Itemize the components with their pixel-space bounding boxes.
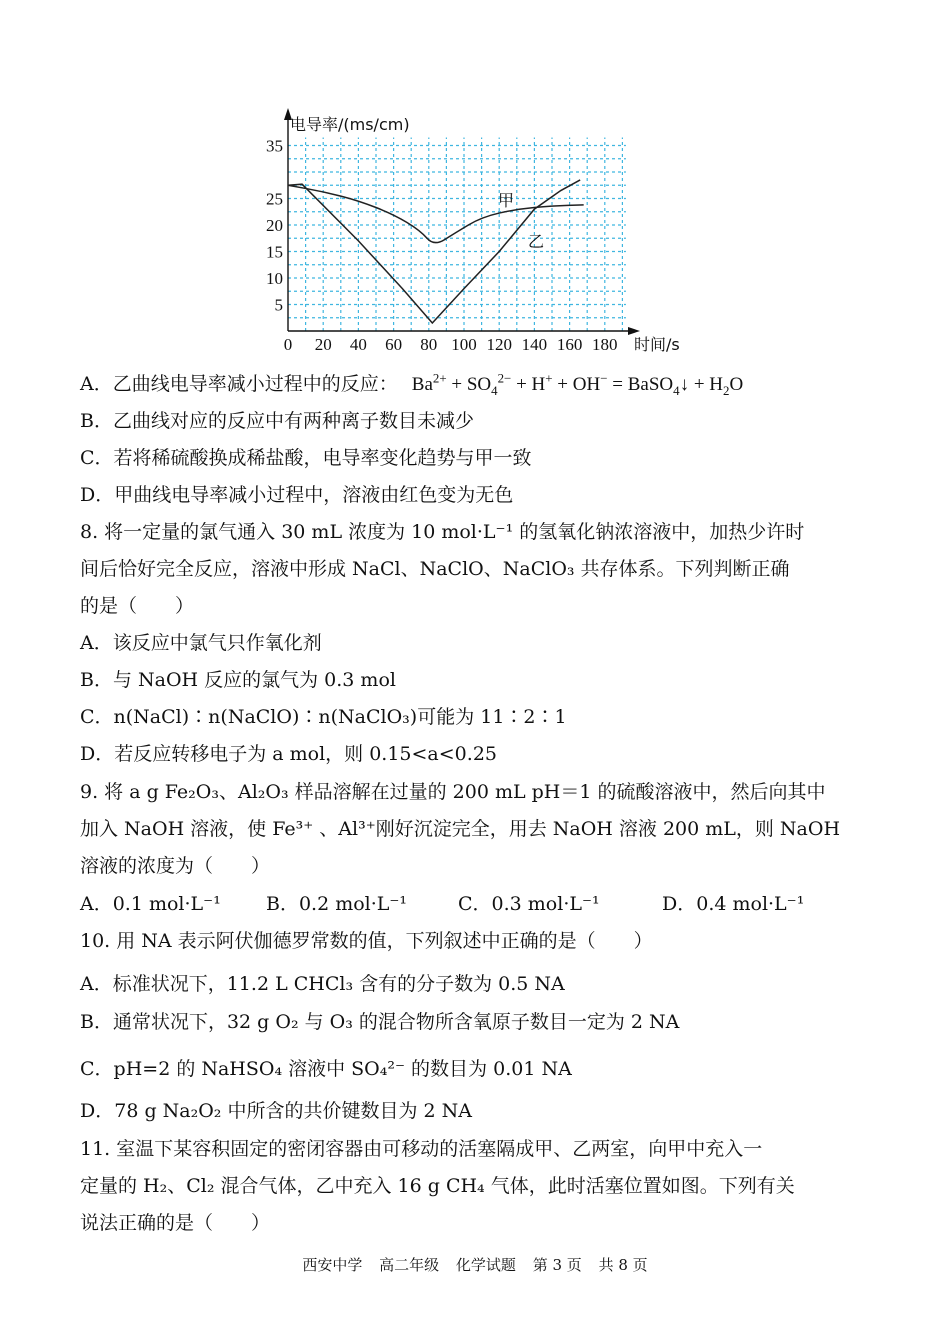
x-tick-label: 20 bbox=[314, 335, 332, 354]
q11-stem-line2: 定量的 H₂、Cl₂ 混合气体，乙中充入 16 g CH₄ 气体，此时活塞位置如图。下列有关 bbox=[80, 1175, 795, 1197]
q8-stem-line3: 的是（ ） bbox=[80, 595, 195, 617]
x-tick-label: 160 bbox=[556, 335, 583, 354]
q8-option-b: B．与 NaOH 反应的氯气为 0.3 mol bbox=[80, 669, 396, 691]
series-label-jia: 甲 bbox=[498, 191, 515, 210]
y-tick-label: 15 bbox=[266, 242, 283, 262]
q8-option-a: A．该反应中氯气只作氧化剂 bbox=[80, 632, 322, 654]
q8-stem-line1: 8. 将一定量的氯气通入 30 mL 浓度为 10 mol·L⁻¹ 的氢氧化钠浓溶液中，加热少许时 bbox=[80, 521, 805, 543]
x-tick-label: 180 bbox=[592, 335, 618, 354]
footer-page: 第 3 页 bbox=[532, 1256, 582, 1274]
x-tick-label: 100 bbox=[451, 335, 477, 354]
q10-stem: 10. 用 NA 表示阿伏伽德罗常数的值，下列叙述中正确的是（ ） bbox=[80, 930, 653, 952]
footer-grade: 高二年级 bbox=[379, 1256, 440, 1274]
y-tick-label: 5 bbox=[274, 295, 283, 315]
x-tick-label: 40 bbox=[349, 335, 367, 354]
q9-stem-line3: 溶液的浓度为（ ） bbox=[80, 855, 271, 877]
x-tick-label: 80 bbox=[420, 335, 438, 354]
x-tick-label: 0 bbox=[283, 335, 293, 354]
q7-option-a-equation: $Ba^{2+} + SO_4^{2-} + H^+ + OH^-$ = BaSO$_4$↓ + $H_2O$ bbox=[411, 370, 744, 398]
page-footer bbox=[0, 1254, 950, 1275]
footer-school: 西安中学 bbox=[302, 1256, 363, 1274]
q7-option-b: B．乙曲线对应的反应中有两种离子数目未减少 bbox=[80, 410, 474, 432]
footer-subject: 化学试题 bbox=[455, 1256, 516, 1274]
q7-option-c: C．若将稀硫酸换成稀盐酸，电导率变化趋势与甲一致 bbox=[80, 447, 532, 469]
q9-stem-line2: 加入 NaOH 溶液，使 Fe³⁺ 、Al³⁺刚好沉淀完全，用去 NaOH 溶液 200 mL，则 NaOH bbox=[80, 818, 841, 840]
q9-option-d: D．0.4 mol·L⁻¹ bbox=[662, 893, 805, 915]
y-tick-label: 35 bbox=[266, 136, 283, 156]
q10-option-c: C．pH=2 的 NaHSO₄ 溶液中 SO₄²⁻ 的数目为 0.01 NA bbox=[80, 1058, 572, 1080]
q9-option-b: B．0.2 mol·L⁻¹ bbox=[266, 893, 408, 915]
q11-stem-line3: 说法正确的是（ ） bbox=[80, 1212, 271, 1234]
footer-total: 共 8 页 bbox=[598, 1256, 648, 1274]
chart-ticks bbox=[266, 137, 618, 355]
q9-option-c: C．0.3 mol·L⁻¹ bbox=[458, 893, 600, 915]
chart-grid bbox=[288, 138, 626, 331]
x-axis-arrow bbox=[628, 327, 640, 335]
y-tick-label: 20 bbox=[266, 216, 283, 235]
y-axis-label: 电导率/(ms/cm) bbox=[290, 115, 410, 134]
q8-option-d: D．若反应转移电子为 a mol，则 0.15<a<0.25 bbox=[80, 743, 497, 765]
y-tick-label: 25 bbox=[266, 189, 283, 209]
conductivity-chart bbox=[250, 100, 710, 365]
q7-option-a-label: A．乙曲线电导率减小过程中的反应： bbox=[80, 373, 398, 395]
chart-axes bbox=[284, 108, 640, 335]
x-tick-label: 120 bbox=[486, 335, 512, 354]
q7-option-d: D．甲曲线电导率减小过程中，溶液由红色变为无色 bbox=[80, 484, 514, 506]
x-axis-label: 时间/s bbox=[634, 335, 680, 354]
q10-option-d: D．78 g Na₂O₂ 中所含的共价键数目为 2 NA bbox=[80, 1100, 472, 1122]
q7-option-a bbox=[80, 372, 743, 397]
x-tick-label: 140 bbox=[521, 335, 548, 354]
q11-stem-line1: 11. 室温下某容积固定的密闭容器由可移动的活塞隔成甲、乙两室，向甲中充入一 bbox=[80, 1138, 763, 1160]
x-tick-label: 60 bbox=[385, 335, 403, 354]
q9-option-a: A．0.1 mol·L⁻¹ bbox=[80, 893, 221, 915]
series-label-yi: 乙 bbox=[528, 232, 545, 251]
q9-stem-line1: 9. 将 a g Fe₂O₃、Al₂O₃ 样品溶解在过量的 200 mL pH＝1 的硫酸溶液中，然后向其中 bbox=[80, 781, 826, 803]
q10-option-b: B．通常状况下，32 g O₂ 与 O₃ 的混合物所含氧原子数目一定为 2 NA bbox=[80, 1011, 680, 1033]
q10-option-a: A．标准状况下，11.2 L CHCl₃ 含有的分子数为 0.5 NA bbox=[80, 973, 565, 995]
q8-option-c: C．n(NaCl)∶n(NaClO)∶n(NaClO₃)可能为 11∶2∶1 bbox=[80, 706, 567, 728]
y-tick-label: 10 bbox=[266, 269, 283, 288]
q8-stem-line2: 间后恰好完全反应，溶液中形成 NaCl、NaClO、NaClO₃ 共存体系。下列判断正确 bbox=[80, 558, 790, 580]
